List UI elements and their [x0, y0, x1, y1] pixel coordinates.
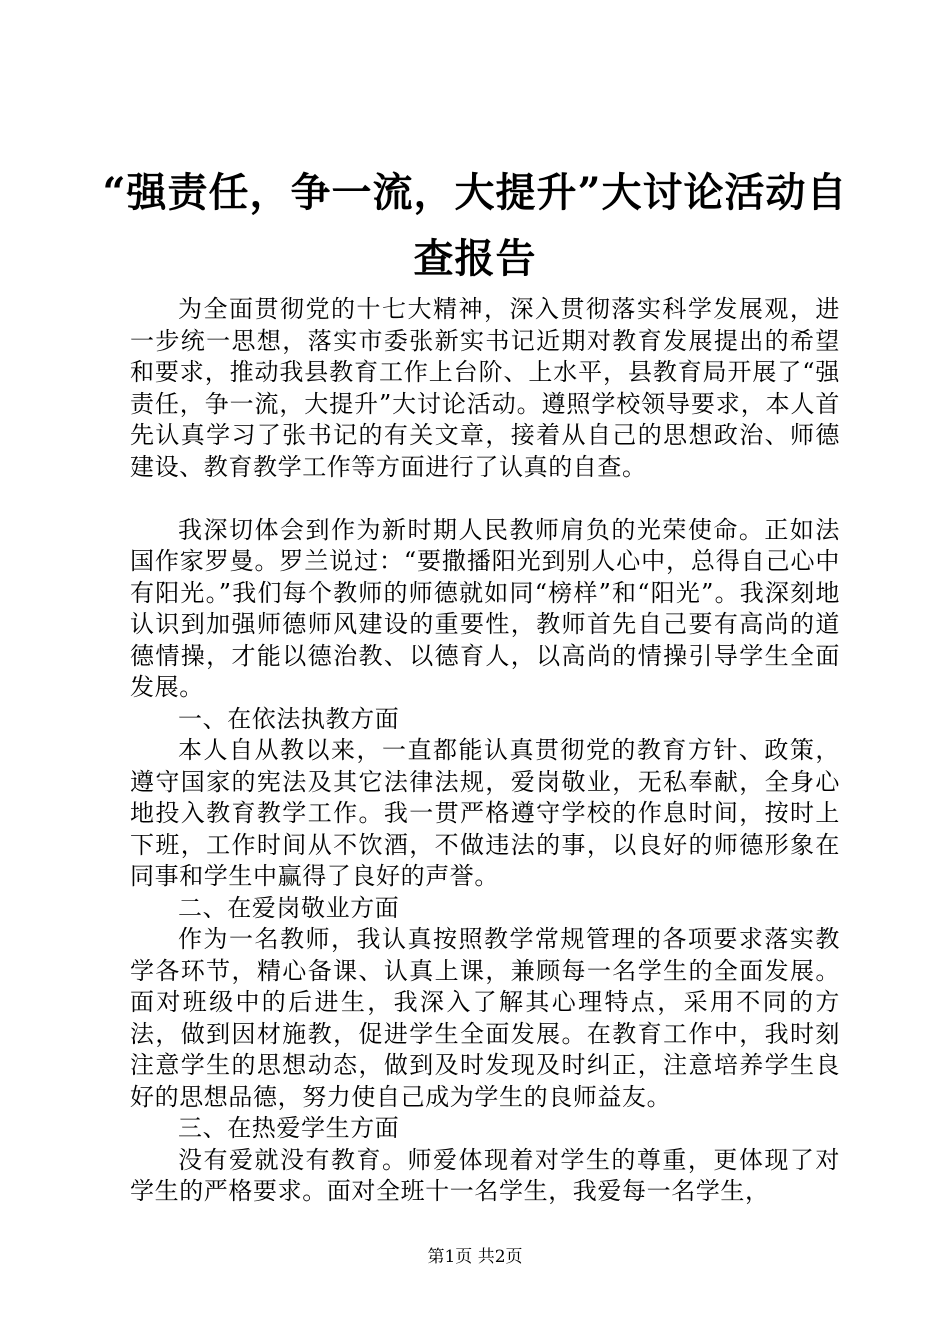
document-title: “强责任，争一流，大提升”大讨论活动自查报告 — [102, 169, 848, 282]
page-footer: 第1页 共2页 — [427, 1247, 523, 1267]
document-body — [130, 294, 840, 1208]
paragraph-law: 本人自从教以来，一直都能认真贯彻党的教育方针、政策，遵守国家的宪法及其它法律法规，爱岗敬业，无私奉献，全身心地投入教育教学工作。我一贯严格遵守学校的作息时间，按时上下班，工作时间从不饮酒，不做违法的事，以良好的师德形象在同事和学生中赢得了良好的声誉。 — [130, 736, 840, 890]
paragraph-intro: 为全面贯彻党的十七大精神，深入贯彻落实科学发展观，进一步统一思想，落实市委张新实书记近期对教育发展提出的希望和要求，推动我县教育工作上台阶、上水平，县教育局开展了“强责任，争一流，大提升”大讨论活动。遵照学校领导要求，本人首先认真学习了张书记的有关文章，接着从自己的思想政治、师德建设、教育教学工作等方面进行了认真的自查。 — [130, 295, 840, 481]
paragraph-dedication: 作为一名教师，我认真按照教学常规管理的各项要求落实教学各环节，精心备课、认真上课，兼顾每一名学生的全面发展。面对班级中的后进生，我深入了解其心理特点，采用不同的方法，做到因材施教，促进学生全面发展。在教育工作中，我时刻注意学生的思想动态，做到及时发现及时纠正，注意培养学生良好的思想品德，努力使自己成为学生的良师益友。 — [130, 925, 840, 1111]
paragraph-students: 没有爱就没有教育。师爱体现着对学生的尊重，更体现了对学生的严格要求。面对全班十一名学生，我爱每一名学生， — [130, 1145, 840, 1205]
section-heading-dedication: 二、在爱岗敬业方面 — [178, 893, 400, 922]
section-heading-law: 一、在依法执教方面 — [178, 704, 400, 733]
paragraph-mission: 我深切体会到作为新时期人民教师肩负的光荣使命。正如法国作家罗曼。罗兰说过：“要撒播阳光到别人心中，总得自己心中有阳光。”我们每个教师的师德就如同“榜样”和“阳光”。我深刻地认识到加强师德师风建设的重要性，教师首先自己要有高尚的道德情操，才能以德治教、以德育人，以高尚的情操引导学生全面发展。 — [130, 515, 840, 701]
section-heading-students: 三、在热爱学生方面 — [178, 1114, 400, 1142]
